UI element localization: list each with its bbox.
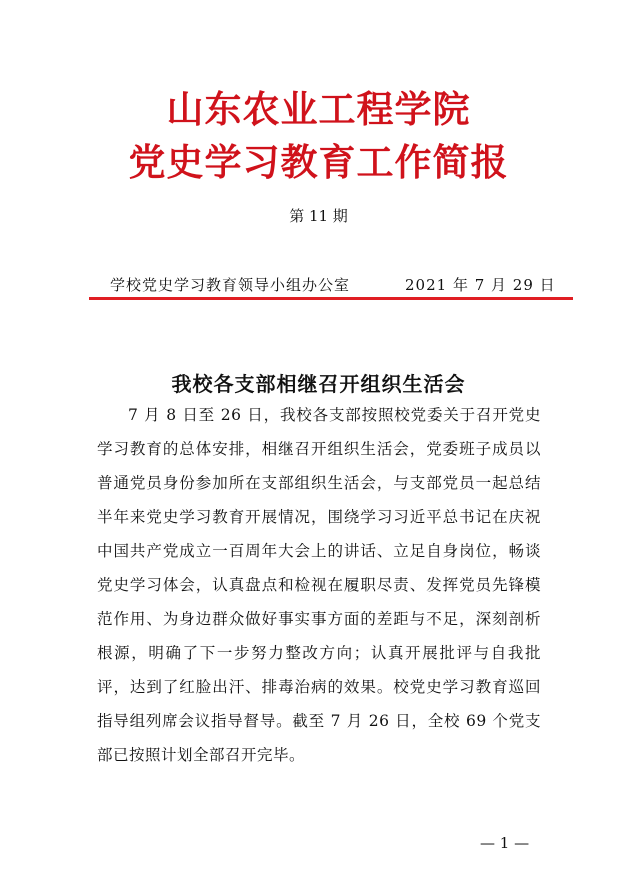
issuing-office: 学校党史学习教育领导小组办公室 bbox=[110, 276, 351, 294]
bulletin-title-line1: 山东农业工程学院 bbox=[166, 87, 471, 131]
header-divider bbox=[89, 297, 573, 300]
issue-date: 2021 年 7 月 29 日 bbox=[405, 276, 556, 294]
page-number: — 1 — bbox=[480, 834, 530, 852]
bulletin-title-line2: 党史学习教育工作简报 bbox=[128, 140, 509, 184]
article-body: 7 月 8 日至 26 日，我校各支部按照校党委关于召开党史学习教育的总体安排，相继召开组织生活会，党委班子成员以普通党员身份参加所在支部组织生活会，与支部党员一起总结半年来党史学习教育开展情况，围绕学习习近平总书记在庆祝中国共产党成立一百周年大会上的讲话、立足自身岗位，畅谈党史学习体会，认真盘点和检视在履职尽责、发挥党员先锋模范作用、为身边群众做好事实事方面的差距与不足，深刻剖析根源，明确了下一步努力整改方向；认真开展批评与自我批评，达到了红脸出汗、排毒治病的效果。校党史学习教育巡回指导组列席会议指导督导。截至 7 月 26 日，全校 69 个党支部已按照计划全部召开完毕。 bbox=[97, 406, 541, 764]
issue-number: 第 11 期 bbox=[289, 207, 348, 225]
article-title: 我校各支部相继召开组织生活会 bbox=[171, 372, 466, 396]
